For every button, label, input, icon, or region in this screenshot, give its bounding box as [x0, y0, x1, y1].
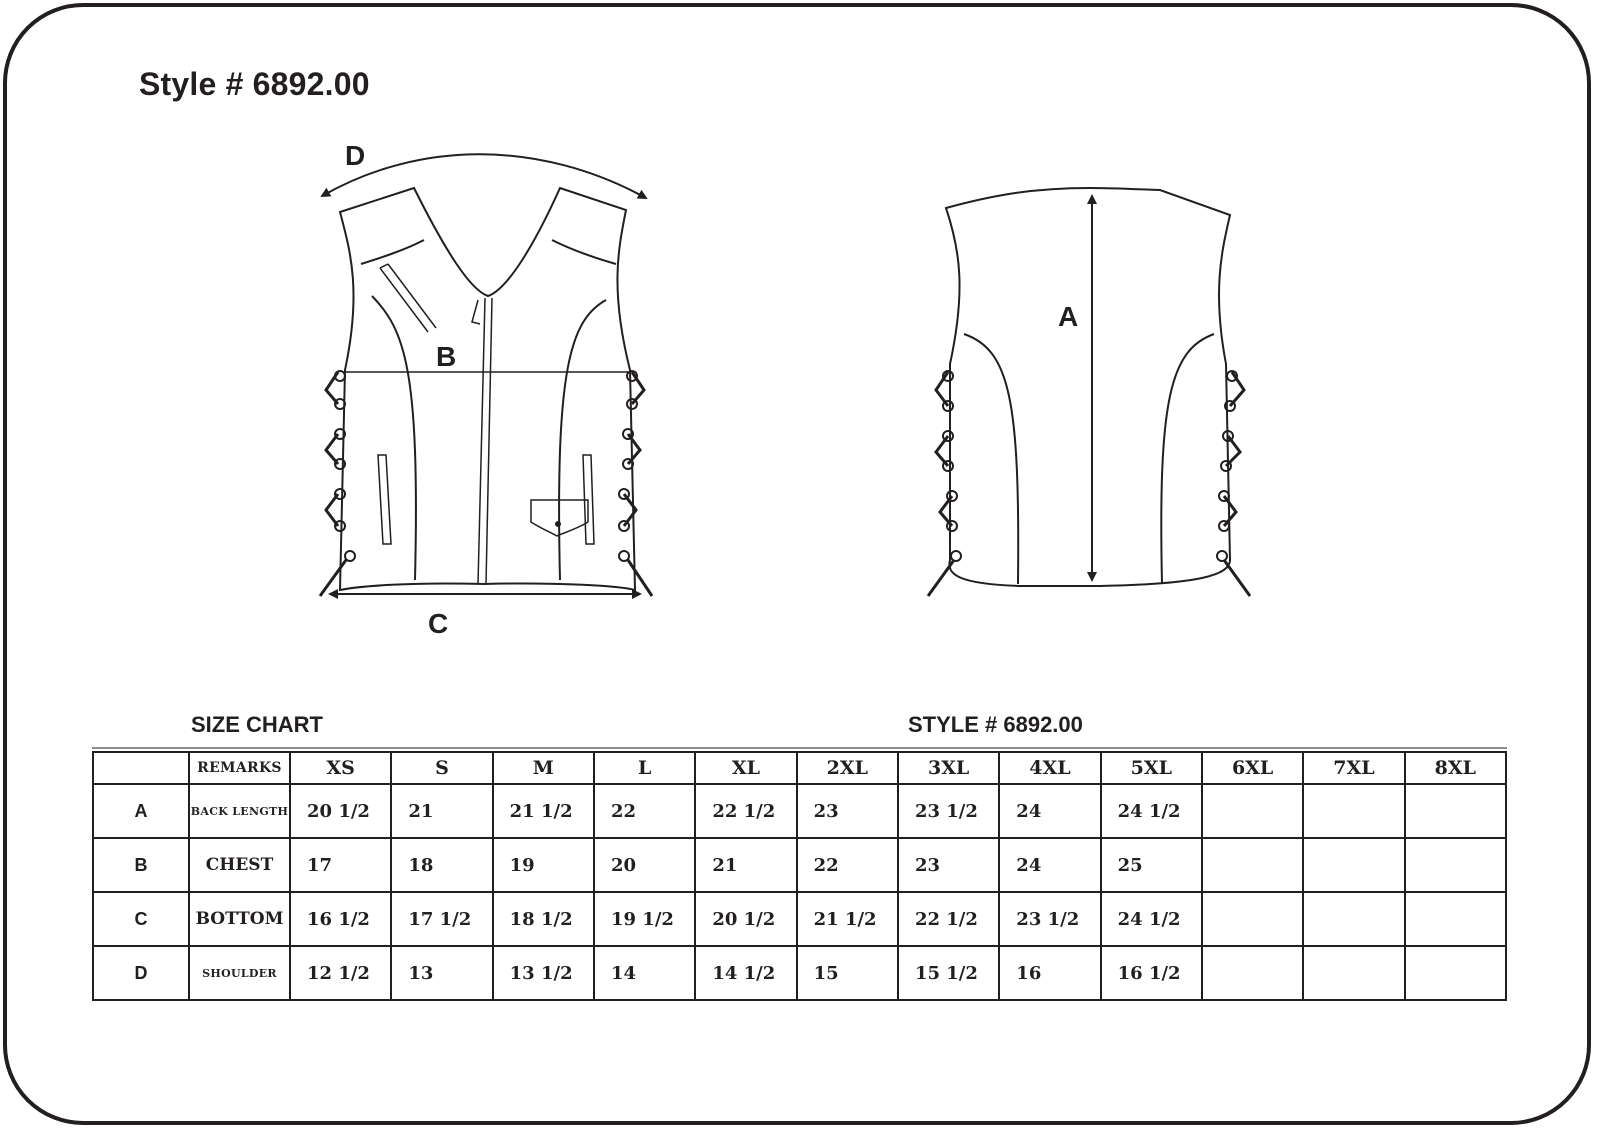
table-cell: 20 1/2 — [290, 784, 391, 838]
center-zipper — [478, 298, 492, 584]
table-cell: 18 — [391, 838, 492, 892]
table-cell: 24 1/2 — [1101, 892, 1202, 946]
header-remarks: REMARKS — [189, 752, 290, 784]
table-cell: 13 1/2 — [493, 946, 594, 1000]
table-cell: 22 — [594, 784, 695, 838]
header-size: M — [493, 752, 594, 784]
row-key: B — [93, 838, 189, 892]
table-cell: 24 — [999, 838, 1100, 892]
table-cell: 22 — [797, 838, 898, 892]
header-size: L — [594, 752, 695, 784]
header-size: 6XL — [1202, 752, 1303, 784]
table-cell: 20 1/2 — [695, 892, 796, 946]
style-title: Style # 6892.00 — [139, 66, 370, 102]
header-size: XS — [290, 752, 391, 784]
vest-back-drawing — [928, 188, 1250, 596]
table-header-rule — [92, 747, 1507, 749]
size-chart-table — [92, 751, 1507, 1001]
vest-front-drawing — [320, 154, 652, 596]
header-size: 3XL — [898, 752, 999, 784]
table-cell: 21 1/2 — [493, 784, 594, 838]
header-blank-cell — [93, 752, 189, 784]
front-yoke-seam-left — [361, 240, 424, 264]
shoulder-measure-arrow — [322, 154, 646, 198]
side-lacing-right — [619, 371, 652, 596]
back-lacing-left — [928, 371, 961, 596]
size-chart-style: STYLE # 6892.00 — [908, 712, 1083, 737]
table-cell: 25 — [1101, 838, 1202, 892]
table-cell: 17 — [290, 838, 391, 892]
header-size: 5XL — [1101, 752, 1202, 784]
header-size: 8XL — [1405, 752, 1506, 784]
table-cell: 15 — [797, 946, 898, 1000]
dimension-label-b: B — [436, 341, 457, 372]
front-yoke-seam-right — [552, 240, 616, 264]
table-cell: 23 — [898, 838, 999, 892]
chest-zipper — [380, 264, 436, 332]
pocket-snap — [556, 522, 560, 526]
table-cell — [1202, 946, 1303, 1000]
table-cell: 16 1/2 — [1101, 946, 1202, 1000]
front-princess-seam-left — [372, 296, 416, 580]
size-header-row — [93, 752, 1506, 784]
table-row — [93, 838, 1506, 892]
table-cell: 21 — [695, 838, 796, 892]
table-cell — [1405, 784, 1506, 838]
table-cell: 15 1/2 — [898, 946, 999, 1000]
table-cell — [1202, 892, 1303, 946]
table-row — [93, 892, 1506, 946]
table-cell: 12 1/2 — [290, 946, 391, 1000]
table-cell — [1303, 784, 1404, 838]
table-cell — [1303, 946, 1404, 1000]
front-princess-seam-right — [559, 300, 606, 580]
table-cell: 21 — [391, 784, 492, 838]
dimension-label-a: A — [1058, 301, 1079, 332]
size-chart-label: SIZE CHART — [191, 712, 323, 737]
table-row — [93, 946, 1506, 1000]
table-cell: 16 — [999, 946, 1100, 1000]
table-cell: 16 1/2 — [290, 892, 391, 946]
dimension-label-c: C — [428, 608, 449, 639]
row-remark: CHEST — [189, 838, 290, 892]
table-cell — [1405, 838, 1506, 892]
back-lacing-right — [1217, 371, 1250, 596]
table-cell: 17 1/2 — [391, 892, 492, 946]
header-size: S — [391, 752, 492, 784]
table-cell: 23 1/2 — [999, 892, 1100, 946]
table-cell: 21 1/2 — [797, 892, 898, 946]
table-cell: 23 1/2 — [898, 784, 999, 838]
table-cell — [1303, 892, 1404, 946]
table-cell: 13 — [391, 946, 492, 1000]
row-remark: BACK LENGTH — [189, 784, 290, 838]
table-cell: 14 1/2 — [695, 946, 796, 1000]
row-remark: SHOULDER — [189, 946, 290, 1000]
header-size: 7XL — [1303, 752, 1404, 784]
table-cell — [1405, 946, 1506, 1000]
table-cell: 19 1/2 — [594, 892, 695, 946]
table-cell — [1405, 892, 1506, 946]
table-cell: 24 — [999, 784, 1100, 838]
header-size: XL — [695, 752, 796, 784]
table-cell: 22 1/2 — [695, 784, 796, 838]
pocket-zipper-left — [378, 455, 391, 544]
table-cell: 23 — [797, 784, 898, 838]
table-row — [93, 784, 1506, 838]
vest-back-outline — [946, 188, 1230, 586]
table-cell — [1303, 838, 1404, 892]
row-key: D — [93, 946, 189, 1000]
table-cell: 20 — [594, 838, 695, 892]
table-cell: 14 — [594, 946, 695, 1000]
header-size: 2XL — [797, 752, 898, 784]
row-key: C — [93, 892, 189, 946]
table-cell: 24 1/2 — [1101, 784, 1202, 838]
header-size: 4XL — [999, 752, 1100, 784]
side-lacing-left — [320, 371, 355, 596]
table-cell: 19 — [493, 838, 594, 892]
table-cell: 22 1/2 — [898, 892, 999, 946]
back-princess-seam-right — [1161, 334, 1214, 584]
row-remark: BOTTOM — [189, 892, 290, 946]
table-cell — [1202, 838, 1303, 892]
dimension-label-d: D — [345, 140, 366, 171]
row-key: A — [93, 784, 189, 838]
table-cell — [1202, 784, 1303, 838]
table-cell: 18 1/2 — [493, 892, 594, 946]
back-princess-seam-left — [964, 334, 1018, 584]
zipper-pull — [472, 300, 480, 324]
